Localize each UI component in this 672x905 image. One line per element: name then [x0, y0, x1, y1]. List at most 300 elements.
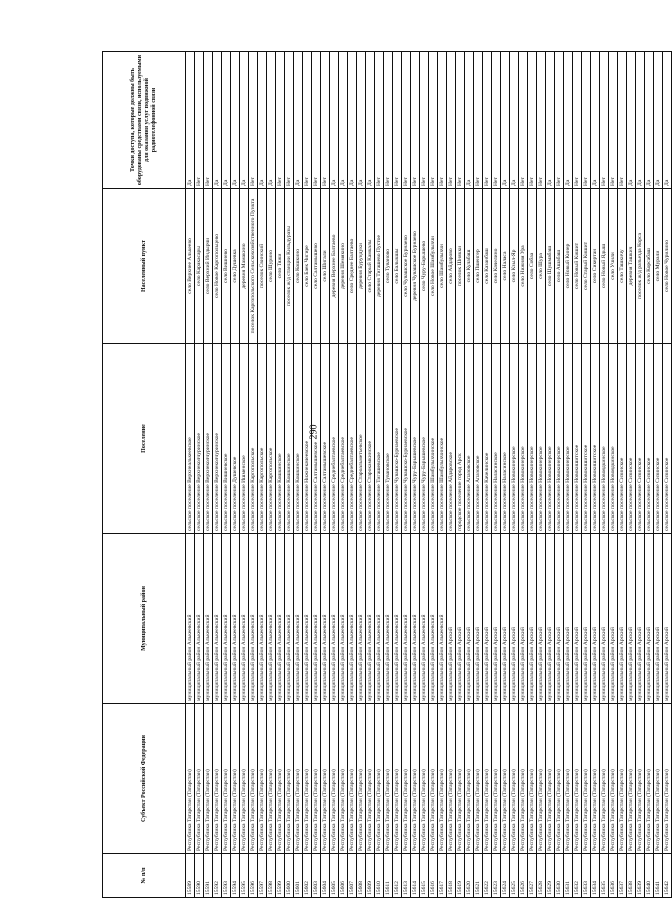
cell-number: 15640 [645, 854, 654, 898]
cell-access-point: Да [186, 52, 195, 189]
cell-subject: Республика Татарстан (Татарстан) [195, 704, 204, 854]
cell-number: 15631 [564, 854, 573, 898]
cell-district: муниципальный район Алькеевский [339, 534, 348, 704]
cell-settlement: сельское поселение Качелинское [483, 344, 492, 534]
table-row [330, 52, 339, 898]
cell-subject: Республика Татарстан (Татарстан) [618, 704, 627, 854]
cell-locality: село Сикертан [591, 189, 600, 344]
cell-settlement: сельское поселение Салтамышевское [321, 344, 330, 534]
cell-access-point: Нет [582, 52, 591, 189]
header-district: Муниципальный район [103, 534, 186, 704]
cell-subject: Республика Татарстан (Татарстан) [438, 704, 447, 854]
cell-number: 15633 [582, 854, 591, 898]
cell-locality: село Шигали [321, 189, 330, 344]
cell-locality: село Пшенгер [474, 189, 483, 344]
cell-subject: Республика Татарстан (Татарстан) [555, 704, 564, 854]
cell-district: муниципальный район Алькеевский [303, 534, 312, 704]
cell-district: муниципальный район Арский [591, 534, 600, 704]
cell-access-point: Нет [447, 52, 456, 189]
cell-access-point: Нет [411, 52, 420, 189]
cell-access-point: Да [222, 52, 231, 189]
cell-access-point: Да [645, 52, 654, 189]
cell-settlement: сельское поселение Среднебалтаевское [330, 344, 339, 534]
cell-access-point: Нет [483, 52, 492, 189]
cell-settlement: сельское поселение Айдаровское [447, 344, 456, 534]
cell-number: 15590 [195, 854, 204, 898]
cell-settlement: сельское поселение Новоядкинское [600, 344, 609, 534]
cell-district: муниципальный район Арский [636, 534, 645, 704]
cell-locality: село Собаа [528, 189, 537, 344]
table-row [438, 52, 447, 898]
table-row [249, 52, 258, 898]
cell-subject: Республика Татарстан (Татарстан) [456, 704, 465, 854]
cell-district: муниципальный район Алькеевский [393, 534, 402, 704]
table-row [528, 52, 537, 898]
cell-district: муниципальный район Алькеевский [357, 534, 366, 704]
cell-locality: поселок ж/д разъезда Корса [636, 189, 645, 344]
cell-subject: Республика Татарстан (Татарстан) [537, 704, 546, 854]
cell-number: 15617 [438, 854, 447, 898]
cell-access-point: Нет [618, 52, 627, 189]
cell-number: 15618 [447, 854, 456, 898]
cell-subject: Республика Татарстан (Татарстан) [636, 704, 645, 854]
cell-district: муниципальный район Алькеевский [321, 534, 330, 704]
cell-settlement: сельское поселение Сизинское [618, 344, 627, 534]
table-row [402, 52, 411, 898]
cell-settlement: сельское поселение Апазовское [465, 344, 474, 534]
cell-settlement: сельское поселение Тигашевское [375, 344, 384, 534]
table-row [375, 52, 384, 898]
cell-subject: Республика Татарстан (Татарстан) [654, 704, 663, 854]
cell-subject: Республика Татарстан (Татарстан) [384, 704, 393, 854]
cell-subject: Республика Татарстан (Татарстан) [366, 704, 375, 854]
table-row [258, 52, 267, 898]
cell-access-point: Нет [537, 52, 546, 189]
cell-settlement: сельское поселение Тувановское [384, 344, 393, 534]
cell-access-point: Да [231, 52, 240, 189]
cell-settlement: сельское поселение Новокинерское [528, 344, 537, 534]
cell-settlement: сельское поселение Верхнеколчуринское [204, 344, 213, 534]
cell-district: муниципальный район Алькеевский [348, 534, 357, 704]
cell-number: 15598 [267, 854, 276, 898]
table-row [240, 52, 249, 898]
cell-locality: село Верхний Индырчи [204, 189, 213, 344]
cell-access-point: Да [213, 52, 222, 189]
cell-access-point: Нет [393, 52, 402, 189]
table-row [339, 52, 348, 898]
header-number: № п/п [103, 854, 186, 898]
cell-access-point: Нет [312, 52, 321, 189]
cell-subject: Республика Татарстан (Татарстан) [609, 704, 618, 854]
cell-settlement: сельское поселение Верхнеалькеевское [186, 344, 195, 534]
cell-district: муниципальный район Арский [645, 534, 654, 704]
cell-district: муниципальный район Алькеевский [249, 534, 258, 704]
cell-number: 15620 [465, 854, 474, 898]
cell-number: 15596 [249, 854, 258, 898]
cell-settlement: сельское поселение Наласинское [501, 344, 510, 534]
cell-locality: село Кошкино [294, 189, 303, 344]
cell-district: муниципальный район Алькеевский [330, 534, 339, 704]
cell-district: муниципальный район Алькеевский [276, 534, 285, 704]
cell-locality: село Старый Камкалы [366, 189, 375, 344]
cell-district: муниципальный район Арский [627, 534, 636, 704]
cell-access-point: Да [258, 52, 267, 189]
cell-settlement: городское поселение город Арск [456, 344, 465, 534]
table-row [618, 52, 627, 898]
cell-subject: Республика Татарстан (Татарстан) [501, 704, 510, 854]
cell-access-point: Да [546, 52, 555, 189]
cell-locality: село Новое Шамбулыхчи [429, 189, 438, 344]
cell-district: муниципальный район Алькеевский [231, 534, 240, 704]
cell-district: муниципальный район Арский [501, 534, 510, 704]
cell-access-point: Нет [573, 52, 582, 189]
cell-district: муниципальный район Арский [618, 534, 627, 704]
cell-number: 15615 [420, 854, 429, 898]
cell-access-point: Нет [249, 52, 258, 189]
cell-subject: Республика Татарстан (Татарстан) [663, 704, 672, 854]
cell-district: муниципальный район Арский [537, 534, 546, 704]
cell-number: 15602 [303, 854, 312, 898]
table-row [564, 52, 573, 898]
cell-subject: Республика Татарстан (Татарстан) [249, 704, 258, 854]
cell-number: 15594 [231, 854, 240, 898]
table-row [411, 52, 420, 898]
cell-access-point: Нет [420, 52, 429, 189]
cell-district: муниципальный район Алькеевский [240, 534, 249, 704]
cell-number: 15634 [591, 854, 600, 898]
cell-access-point: Да [294, 52, 303, 189]
cell-settlement: сельское поселение Апазовское [474, 344, 483, 534]
cell-locality: село Каракасары [195, 189, 204, 344]
cell-locality: село Новый Кишит [573, 189, 582, 344]
table-row [546, 52, 555, 898]
table-row [456, 52, 465, 898]
rotated-table-container [102, 52, 670, 898]
cell-subject: Республика Татарстан (Татарстан) [231, 704, 240, 854]
cell-locality: деревня Тигашево Пустое [375, 189, 384, 344]
table-row [510, 52, 519, 898]
cell-district: муниципальный район Алькеевский [420, 534, 429, 704]
cell-settlement: сельское поселение Чувашско-Бурнаевское [402, 344, 411, 534]
cell-district: муниципальный район Алькеевский [312, 534, 321, 704]
cell-subject: Республика Татарстан (Татарстан) [312, 704, 321, 854]
cell-settlement: сельское поселение Чуру-Барышевское [411, 344, 420, 534]
table-row [366, 52, 375, 898]
cell-access-point: Нет [402, 52, 411, 189]
cell-number: 15595 [240, 854, 249, 898]
cell-number: 15641 [654, 854, 663, 898]
cell-access-point: Нет [474, 52, 483, 189]
cell-settlement: сельское поселение Сизинское [636, 344, 645, 534]
cell-settlement: сельское поселение Новокинерское [510, 344, 519, 534]
cell-subject: Республика Татарстан (Татарстан) [240, 704, 249, 854]
cell-number: 15614 [411, 854, 420, 898]
cell-locality: село Ташкичу [618, 189, 627, 344]
cell-access-point: Нет [303, 52, 312, 189]
cell-number: 15642 [663, 854, 672, 898]
cell-access-point: Нет [456, 52, 465, 189]
cell-access-point: Нет [438, 52, 447, 189]
table-row [348, 52, 357, 898]
cell-access-point: Да [330, 52, 339, 189]
cell-district: муниципальный район Арский [528, 534, 537, 704]
cell-access-point: Нет [321, 52, 330, 189]
cell-subject: Республика Татарстан (Татарстан) [600, 704, 609, 854]
cell-number: 15630 [555, 854, 564, 898]
cell-locality: село Нижняя Ура [519, 189, 528, 344]
cell-number: 15611 [384, 854, 393, 898]
cell-locality: село Казанбаш [483, 189, 492, 344]
cell-locality: деревня Чувашское Бурнаево [411, 189, 420, 344]
cell-locality: село Тяжи [276, 189, 285, 344]
cell-district: муниципальный район Арский [600, 534, 609, 704]
table-row [555, 52, 564, 898]
cell-locality: село Новое Чурилино [663, 189, 672, 344]
cell-access-point: Да [627, 52, 636, 189]
table-row [465, 52, 474, 898]
cell-district: муниципальный район Арский [510, 534, 519, 704]
cell-subject: Республика Татарстан (Татарстан) [186, 704, 195, 854]
cell-number: 15636 [609, 854, 618, 898]
cell-number: 15600 [285, 854, 294, 898]
table-row [393, 52, 402, 898]
table-row [483, 52, 492, 898]
cell-subject: Республика Татарстан (Татарстан) [222, 704, 231, 854]
cell-number: 15604 [321, 854, 330, 898]
cell-number: 15639 [636, 854, 645, 898]
cell-access-point: Да [591, 52, 600, 189]
cell-district: муниципальный район Алькеевский [438, 534, 447, 704]
cell-locality: село Новый Кинер [564, 189, 573, 344]
cell-subject: Республика Татарстан (Татарстан) [294, 704, 303, 854]
cell-district: муниципальный район Арский [474, 534, 483, 704]
cell-settlement: сельское поселение Наласинское [492, 344, 501, 534]
cell-locality: село Учили [609, 189, 618, 344]
table-row [537, 52, 546, 898]
cell-settlement: сельское поселение Сизинское [663, 344, 672, 534]
cell-access-point: Нет [384, 52, 393, 189]
cell-locality: деревня Ташкич [627, 189, 636, 344]
cell-settlement: сельское поселение Старокамкинское [366, 344, 375, 534]
cell-district: муниципальный район Алькеевский [366, 534, 375, 704]
table-row [384, 52, 393, 898]
cell-settlement: сельское поселение Салтамышевское [312, 344, 321, 534]
cell-number: 15619 [456, 854, 465, 898]
cell-district: муниципальный район Алькеевский [285, 534, 294, 704]
cell-subject: Республика Татарстан (Татарстан) [213, 704, 222, 854]
cell-access-point: Да [501, 52, 510, 189]
cell-number: 15593 [222, 854, 231, 898]
cell-subject: Республика Татарстан (Татарстан) [285, 704, 294, 854]
table-row [213, 52, 222, 898]
cell-locality: деревня Бурундуки [357, 189, 366, 344]
cell-access-point: Да [339, 52, 348, 189]
cell-settlement: сельское поселение Новокишитское [573, 344, 582, 534]
table-row [267, 52, 276, 898]
cell-access-point: Да [636, 52, 645, 189]
cell-district: муниципальный район Алькеевский [195, 534, 204, 704]
cell-subject: Республика Татарстан (Татарстан) [528, 704, 537, 854]
table-row [321, 52, 330, 898]
cell-number: 15638 [627, 854, 636, 898]
cell-locality: село Айдарово [447, 189, 456, 344]
cell-settlement: сельское поселение Шамбулыхчинское [438, 344, 447, 534]
cell-locality: село Среднее Балтаево [348, 189, 357, 344]
cell-settlement: сельское поселение Сизинское [627, 344, 636, 534]
cell-subject: Республика Татарстан (Татарстан) [483, 704, 492, 854]
cell-number: 15616 [429, 854, 438, 898]
cell-locality: село Старый Кишит [582, 189, 591, 344]
cell-settlement: сельское поселение Каргопольское [267, 344, 276, 534]
cell-subject: Республика Татарстан (Татарстан) [357, 704, 366, 854]
cell-number: 15608 [357, 854, 366, 898]
cell-locality: село Кулабаш [465, 189, 474, 344]
cell-access-point: Да [510, 52, 519, 189]
cell-locality: село Шушмабаш [546, 189, 555, 344]
cell-settlement: сельское поселение Верхнеколчуринское [195, 344, 204, 534]
cell-settlement: сельское поселение Новокишитское [582, 344, 591, 534]
cell-access-point: Нет [609, 52, 618, 189]
cell-locality: село Душевка [231, 189, 240, 344]
cell-access-point: Нет [195, 52, 204, 189]
cell-locality: поселок Свинский [258, 189, 267, 344]
cell-locality: село Баек Чигире [303, 189, 312, 344]
cell-access-point: Нет [429, 52, 438, 189]
cell-locality: село Качелино [492, 189, 501, 344]
cell-settlement: сельское поселение Среднебалтаевское [339, 344, 348, 534]
cell-access-point: Нет [276, 52, 285, 189]
table-row [186, 52, 195, 898]
cell-number: 15597 [258, 854, 267, 898]
cell-district: муниципальный район Алькеевский [375, 534, 384, 704]
table-row [357, 52, 366, 898]
cell-access-point: Да [267, 52, 276, 189]
cell-subject: Республика Татарстан (Татарстан) [375, 704, 384, 854]
cell-number: 15599 [276, 854, 285, 898]
cell-locality: село Балыкшы [393, 189, 402, 344]
table-row [627, 52, 636, 898]
cell-number: 15623 [492, 854, 501, 898]
cell-district: муниципальный район Алькеевский [204, 534, 213, 704]
cell-locality: село Вишнево [222, 189, 231, 344]
cell-locality: село Корсабаш [645, 189, 654, 344]
cell-number: 15613 [402, 854, 411, 898]
table-row [645, 52, 654, 898]
cell-locality: село Чувашское Бурнаево [402, 189, 411, 344]
header-access-points: Точки доступа, которые должны быть оборудованы средствами связи, используемыми для оказания услуг подвижной радиотелефонной связи [103, 52, 186, 189]
cell-access-point: Да [654, 52, 663, 189]
cell-settlement: сельское поселение Новокинерское [555, 344, 564, 534]
cell-district: муниципальный район Алькеевский [267, 534, 276, 704]
cell-number: 15591 [204, 854, 213, 898]
table-row [204, 52, 213, 898]
cell-settlement: сельское поселение Ишменское [240, 344, 249, 534]
cell-number: 15592 [213, 854, 222, 898]
cell-number: 15606 [339, 854, 348, 898]
cell-district: муниципальный район Арский [573, 534, 582, 704]
cell-settlement: сельское поселение Нижнекачеевское [303, 344, 312, 534]
header-locality: Населенный пункт [103, 189, 186, 344]
cell-settlement: сельское поселение Кошкинское [285, 344, 294, 534]
cell-number: 15605 [330, 854, 339, 898]
cell-number: 15637 [618, 854, 627, 898]
cell-district: муниципальный район Арский [663, 534, 672, 704]
cell-district: муниципальный район Алькеевский [213, 534, 222, 704]
cell-number: 15621 [474, 854, 483, 898]
cell-number: 15612 [393, 854, 402, 898]
table-row [231, 52, 240, 898]
cell-district: муниципальный район Алькеевский [411, 534, 420, 704]
cell-number: 15629 [546, 854, 555, 898]
cell-settlement: сельское поселение Новокишитское [591, 344, 600, 534]
cell-access-point: Нет [555, 52, 564, 189]
cell-settlement: сельское поселение Среднебалтаевское [348, 344, 357, 534]
cell-subject: Республика Татарстан (Татарстан) [276, 704, 285, 854]
cell-district: муниципальный район Алькеевский [294, 534, 303, 704]
cell-settlement: сельское поселение Новокинерское [519, 344, 528, 534]
cell-settlement: сельское поселение Сизинское [654, 344, 663, 534]
cell-number: 15628 [537, 854, 546, 898]
cell-subject: Республика Татарстан (Татарстан) [510, 704, 519, 854]
cell-settlement: сельское поселение Староальметьевское [357, 344, 366, 534]
cell-settlement: сельское поселение Сизинское [645, 344, 654, 534]
table-row [222, 52, 231, 898]
table-row [474, 52, 483, 898]
cell-access-point: Да [663, 52, 672, 189]
cell-settlement: сельское поселение Новоядкинское [609, 344, 618, 534]
cell-subject: Республика Татарстан (Татарстан) [627, 704, 636, 854]
table-row [312, 52, 321, 898]
cell-settlement: сельское поселение Каргопольское [258, 344, 267, 534]
cell-subject: Республика Татарстан (Татарстан) [411, 704, 420, 854]
cell-access-point: Да [564, 52, 573, 189]
cell-subject: Республика Татарстан (Татарстан) [492, 704, 501, 854]
cell-locality: село Чуру-Барышево [420, 189, 429, 344]
cell-number: 15625 [510, 854, 519, 898]
cell-settlement: сельское поселение Кошкинское [294, 344, 303, 534]
cell-access-point: Да [240, 52, 249, 189]
cell-number: 15607 [348, 854, 357, 898]
cell-access-point: Нет [375, 52, 384, 189]
cell-subject: Республика Татарстан (Татарстан) [267, 704, 276, 854]
table-row [654, 52, 663, 898]
cell-district: муниципальный район Арский [564, 534, 573, 704]
cell-district: муниципальный район Арский [555, 534, 564, 704]
cell-locality: поселок ж/д станции Кильдуразы [285, 189, 294, 344]
cell-district: муниципальный район Арский [492, 534, 501, 704]
table-row [195, 52, 204, 898]
table-row [582, 52, 591, 898]
cell-district: муниципальный район Арский [465, 534, 474, 704]
cell-subject: Республика Татарстан (Татарстан) [519, 704, 528, 854]
cell-locality: село Новый Ядыш [600, 189, 609, 344]
cell-access-point: Нет [492, 52, 501, 189]
cell-settlement: сельское поселение Новокинерское [537, 344, 546, 534]
cell-number: 15610 [375, 854, 384, 898]
table-row [501, 52, 510, 898]
cell-subject: Республика Татарстан (Татарстан) [330, 704, 339, 854]
page-number-text: 290 [308, 424, 320, 440]
table-row [429, 52, 438, 898]
cell-subject: Республика Татарстан (Татарстан) [474, 704, 483, 854]
cell-subject: Республика Татарстан (Татарстан) [258, 704, 267, 854]
cell-district: муниципальный район Арский [483, 534, 492, 704]
cell-locality: село Туваново [384, 189, 393, 344]
cell-locality: деревня Верхнее Балтаево [330, 189, 339, 344]
cell-number: 15601 [294, 854, 303, 898]
cell-locality: село Шамбулыхчи [438, 189, 447, 344]
cell-access-point: Нет [285, 52, 294, 189]
